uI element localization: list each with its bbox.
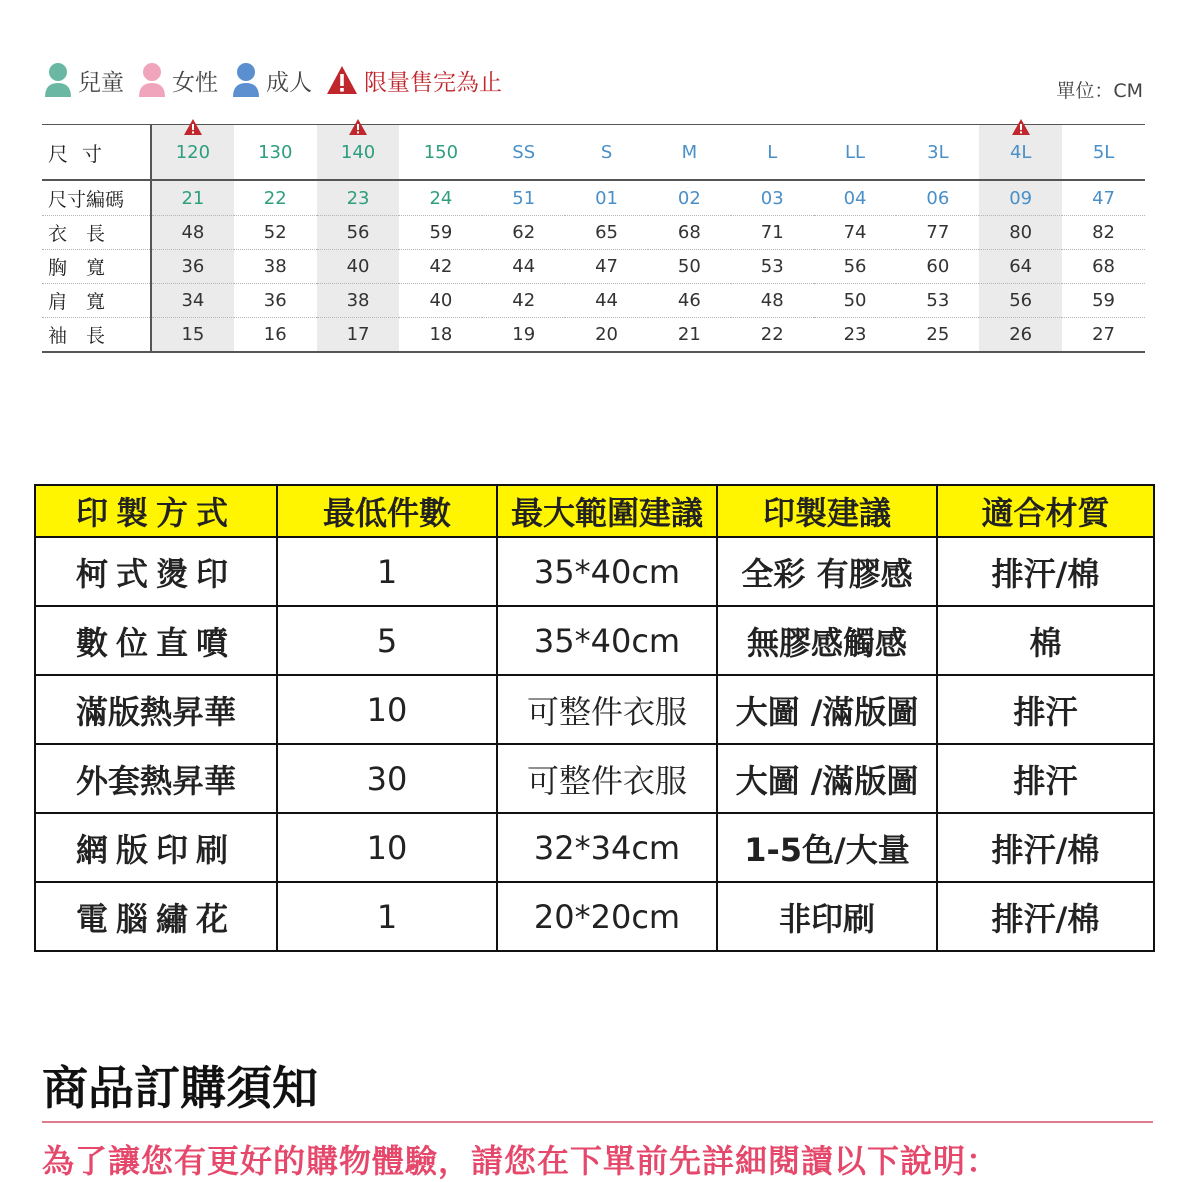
min-qty-cell: 10 xyxy=(277,675,497,744)
measure-cell: 42 xyxy=(399,250,482,284)
measure-cell: 27 xyxy=(1062,318,1145,353)
measure-label: 衣 長 xyxy=(42,216,151,250)
print-method-cell: 滿版熱昇華 xyxy=(35,675,277,744)
size-code-cell: 23 xyxy=(317,180,400,216)
measure-cell: 15 xyxy=(151,318,234,353)
legend-adult xyxy=(232,62,312,98)
measure-cell: 82 xyxy=(1062,216,1145,250)
size-header-cell: 4L xyxy=(979,125,1062,181)
print-row xyxy=(35,606,1154,675)
measure-cell: 77 xyxy=(896,216,979,250)
size-header-cell: L xyxy=(731,125,814,181)
size-header-cell: 120 xyxy=(151,125,234,181)
legend-women xyxy=(138,62,218,98)
warning-icon xyxy=(326,65,358,95)
measure-cell: 36 xyxy=(234,284,317,318)
measure-cell: 56 xyxy=(979,284,1062,318)
size-code-row xyxy=(42,180,1145,216)
size-code-cell: 06 xyxy=(896,180,979,216)
material-cell: 排汗 xyxy=(937,675,1154,744)
measure-cell: 64 xyxy=(979,250,1062,284)
measure-cell: 56 xyxy=(814,250,897,284)
max-area-cell: 可整件衣服 xyxy=(497,744,717,813)
print-row xyxy=(35,882,1154,951)
print-method-cell: 外套熱昇華 xyxy=(35,744,277,813)
print-row xyxy=(35,537,1154,606)
header-print-advice: 印製建議 xyxy=(717,485,937,537)
measure-cell: 44 xyxy=(565,284,648,318)
person-icon xyxy=(232,62,260,98)
person-icon xyxy=(138,62,166,98)
legend xyxy=(44,60,516,100)
material-cell: 排汗 xyxy=(937,744,1154,813)
measure-cell: 50 xyxy=(648,250,731,284)
print-advice-cell: 全彩 有膠感 xyxy=(717,537,937,606)
measure-cell: 42 xyxy=(482,284,565,318)
size-header-cell: 3L xyxy=(896,125,979,181)
legend-adult-label: 成人 xyxy=(266,69,312,96)
measure-row xyxy=(42,318,1145,353)
measure-row xyxy=(42,250,1145,284)
print-advice-cell: 大圖 /滿版圖 xyxy=(717,744,937,813)
size-code-cell: 03 xyxy=(731,180,814,216)
measure-row xyxy=(42,284,1145,318)
measure-cell: 34 xyxy=(151,284,234,318)
max-area-cell: 35*40cm xyxy=(497,537,717,606)
measure-cell: 52 xyxy=(234,216,317,250)
measure-cell: 53 xyxy=(896,284,979,318)
max-area-cell: 20*20cm xyxy=(497,882,717,951)
measure-cell: 68 xyxy=(648,216,731,250)
material-cell: 棉 xyxy=(937,606,1154,675)
measure-cell: 71 xyxy=(731,216,814,250)
size-code-cell: 21 xyxy=(151,180,234,216)
size-code-cell: 51 xyxy=(482,180,565,216)
print-row xyxy=(35,675,1154,744)
measure-cell: 68 xyxy=(1062,250,1145,284)
size-header-cell: 130 xyxy=(234,125,317,181)
material-cell: 排汗/棉 xyxy=(937,882,1154,951)
measure-cell: 48 xyxy=(151,216,234,250)
unit-label: 單位：CM xyxy=(1056,80,1143,102)
measure-cell: 62 xyxy=(482,216,565,250)
print-row xyxy=(35,813,1154,882)
measure-cell: 19 xyxy=(482,318,565,353)
print-method-cell: 柯式燙印 xyxy=(35,537,277,606)
measure-cell: 47 xyxy=(565,250,648,284)
min-qty-cell: 1 xyxy=(277,882,497,951)
size-code-cell: 02 xyxy=(648,180,731,216)
size-header-row xyxy=(42,125,1145,181)
min-qty-cell: 1 xyxy=(277,537,497,606)
material-cell: 排汗/棉 xyxy=(937,537,1154,606)
size-code-cell: 01 xyxy=(565,180,648,216)
print-advice-cell: 大圖 /滿版圖 xyxy=(717,675,937,744)
measure-cell: 50 xyxy=(814,284,897,318)
measure-label: 肩 寬 xyxy=(42,284,151,318)
person-icon xyxy=(44,62,72,98)
size-header-cell: 150 xyxy=(399,125,482,181)
measure-cell: 59 xyxy=(399,216,482,250)
header-material: 適合材質 xyxy=(937,485,1154,537)
measure-cell: 20 xyxy=(565,318,648,353)
legend-women-label: 女性 xyxy=(172,69,218,96)
size-header-cell: S xyxy=(565,125,648,181)
header-min-qty: 最低件數 xyxy=(277,485,497,537)
size-code-cell: 22 xyxy=(234,180,317,216)
measure-label: 胸 寬 xyxy=(42,250,151,284)
warning-icon xyxy=(1011,118,1031,136)
size-header-cell: 5L xyxy=(1062,125,1145,181)
measure-cell: 17 xyxy=(317,318,400,353)
measure-cell: 59 xyxy=(1062,284,1145,318)
material-cell: 排汗/棉 xyxy=(937,813,1154,882)
measure-row xyxy=(42,216,1145,250)
header-print-method: 印製方式 xyxy=(35,485,277,537)
size-code-cell: 04 xyxy=(814,180,897,216)
notice-divider xyxy=(42,1121,1153,1123)
legend-kids-label: 兒童 xyxy=(78,69,124,96)
measure-cell: 60 xyxy=(896,250,979,284)
measure-cell: 80 xyxy=(979,216,1062,250)
size-header-cell: SS xyxy=(482,125,565,181)
min-qty-cell: 30 xyxy=(277,744,497,813)
size-header-cell: LL xyxy=(814,125,897,181)
min-qty-cell: 5 xyxy=(277,606,497,675)
legend-kids xyxy=(44,62,124,98)
print-method-table xyxy=(34,484,1155,952)
measure-cell: 16 xyxy=(234,318,317,353)
print-row xyxy=(35,744,1154,813)
print-method-cell: 網版印刷 xyxy=(35,813,277,882)
size-header-cell: 140 xyxy=(317,125,400,181)
max-area-cell: 32*34cm xyxy=(497,813,717,882)
warning-icon xyxy=(183,118,203,136)
max-area-cell: 可整件衣服 xyxy=(497,675,717,744)
print-advice-cell: 非印刷 xyxy=(717,882,937,951)
notice-title: 商品訂購須知 xyxy=(42,1061,318,1115)
min-qty-cell: 10 xyxy=(277,813,497,882)
header-max-area: 最大範圍建議 xyxy=(497,485,717,537)
print-method-cell: 數位直噴 xyxy=(35,606,277,675)
measure-cell: 40 xyxy=(399,284,482,318)
print-advice-cell: 無膠感觸感 xyxy=(717,606,937,675)
notice-subtitle: 為了讓您有更好的購物體驗，請您在下單前先詳細閱讀以下說明： xyxy=(42,1142,1000,1180)
size-table xyxy=(42,124,1145,353)
measure-cell: 40 xyxy=(317,250,400,284)
size-code-cell: 24 xyxy=(399,180,482,216)
measure-cell: 46 xyxy=(648,284,731,318)
print-method-cell: 電腦繡花 xyxy=(35,882,277,951)
measure-cell: 36 xyxy=(151,250,234,284)
measure-cell: 23 xyxy=(814,318,897,353)
measure-cell: 26 xyxy=(979,318,1062,353)
measure-cell: 48 xyxy=(731,284,814,318)
size-code-label: 尺寸編碼 xyxy=(42,180,151,216)
legend-limited-label: 限量售完為止 xyxy=(364,69,502,96)
print-header-row xyxy=(35,485,1154,537)
measure-cell: 21 xyxy=(648,318,731,353)
print-advice-cell: 1-5色/大量 xyxy=(717,813,937,882)
measure-cell: 53 xyxy=(731,250,814,284)
max-area-cell: 35*40cm xyxy=(497,606,717,675)
warning-icon xyxy=(348,118,368,136)
legend-limited xyxy=(326,64,502,97)
measure-cell: 44 xyxy=(482,250,565,284)
size-code-cell: 47 xyxy=(1062,180,1145,216)
measure-cell: 18 xyxy=(399,318,482,353)
measure-cell: 56 xyxy=(317,216,400,250)
size-header-cell: M xyxy=(648,125,731,181)
size-header-label: 尺寸 xyxy=(42,125,151,181)
measure-cell: 25 xyxy=(896,318,979,353)
measure-cell: 22 xyxy=(731,318,814,353)
measure-cell: 38 xyxy=(317,284,400,318)
measure-cell: 65 xyxy=(565,216,648,250)
measure-cell: 74 xyxy=(814,216,897,250)
size-code-cell: 09 xyxy=(979,180,1062,216)
measure-label: 袖 長 xyxy=(42,318,151,353)
measure-cell: 38 xyxy=(234,250,317,284)
